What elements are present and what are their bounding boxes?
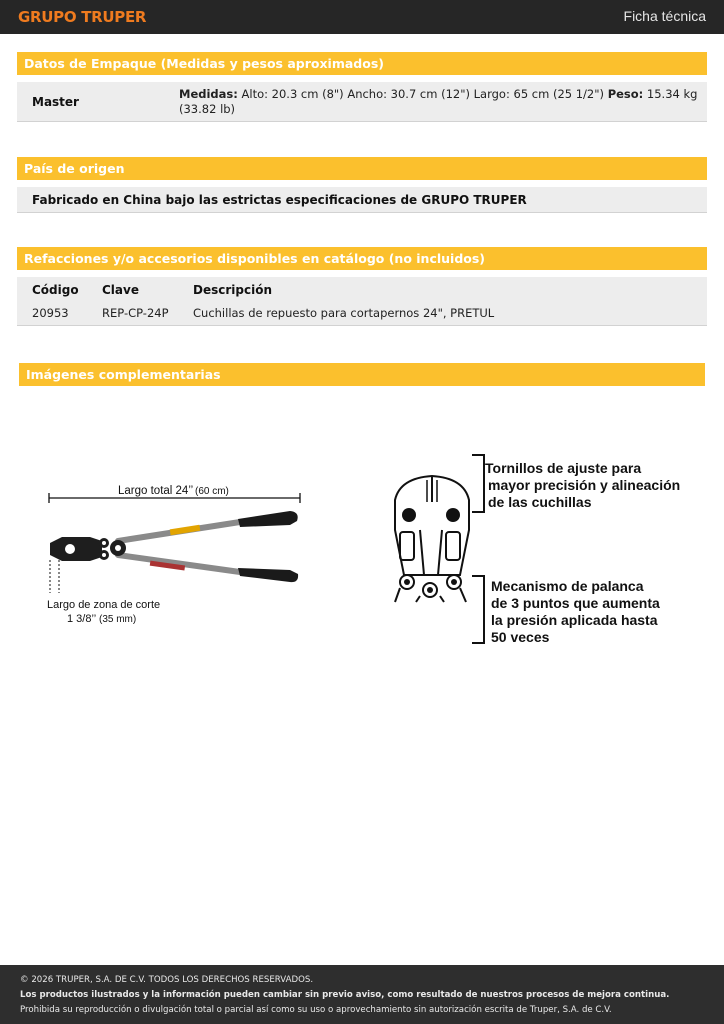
footer-copyright: © 2026 TRUPER, S.A. DE C.V. TODOS LOS DERECHOS RESERVADOS. [20,975,314,985]
medidas-label: Medidas: [179,87,238,101]
callout2-line1: Mecanismo de palanca [491,578,644,594]
refacciones-table [17,277,707,326]
empaque-heading: Datos de Empaque (Medidas y pesos aproximados) [17,52,707,75]
col-descripcion: Descripción [193,283,272,297]
imagenes-heading: Imágenes complementarias [19,363,705,386]
origen-heading: País de origen [17,157,707,180]
page-title: Ficha técnica [623,8,706,24]
peso-value: 15.34 kg [646,87,698,101]
peso-label: Peso: [607,87,644,101]
largo-total-label: Largo total 24’’ [118,485,194,497]
row-clave: REP-CP-24P [102,306,169,320]
col-clave: Clave [102,283,139,297]
refacciones-heading: Refacciones y/o accesorios disponibles en catálogo (no incluidos) [17,247,707,270]
callout2-line2: de 3 puntos que aumenta [491,595,660,611]
callout2-line3: la presión aplicada hasta [491,612,658,628]
callout1-line2: mayor precisión y alineación [488,477,680,493]
row-descripcion: Cuchillas de repuesto para cortapernos 24", PRETUL [193,306,495,320]
mechanism-figure [380,450,680,650]
medidas-value: Alto: 20.3 cm (8") Ancho: 30.7 cm (12") Largo: 65 cm (25 1/2") [241,87,605,101]
empaque-row [17,82,707,122]
origen-row [17,187,707,213]
col-codigo: Código [32,283,79,297]
bolt-cutter-figure [40,475,315,635]
callout1-line1: Tornillos de ajuste para [485,460,642,476]
callout1-line3: de las cuchillas [488,494,592,510]
footer-notice: Los productos ilustrados y la información pueden cambiar sin previo aviso, como resultado de nuestros procesos de mejora continua. [20,990,670,1000]
callout2-line4: 50 veces [491,629,550,645]
brand-logo[interactable]: GRUPO TRUPER [18,8,147,26]
largo-total-cm: (60 cm) [195,486,229,497]
footer-legal: Prohibida su reproducción o divulgación total o parcial así como su uso o aprovechamiento sin autorización escrita de Truper, S.A. de C.V. [20,1005,612,1015]
empaque-row-label: Master [32,95,79,109]
zona-corte-value: 1 3/8’’ [67,613,97,625]
empaque-detail [179,87,699,117]
zona-corte-label: Largo de zona de corte [47,599,161,611]
zona-corte-mm: (35 mm) [99,614,137,625]
footer [0,965,724,1024]
top-bar [0,0,724,34]
row-codigo: 20953 [32,306,69,320]
origen-text: Fabricado en China bajo las estrictas especificaciones de GRUPO TRUPER [32,193,527,207]
peso-lb: (33.82 lb) [179,102,236,116]
